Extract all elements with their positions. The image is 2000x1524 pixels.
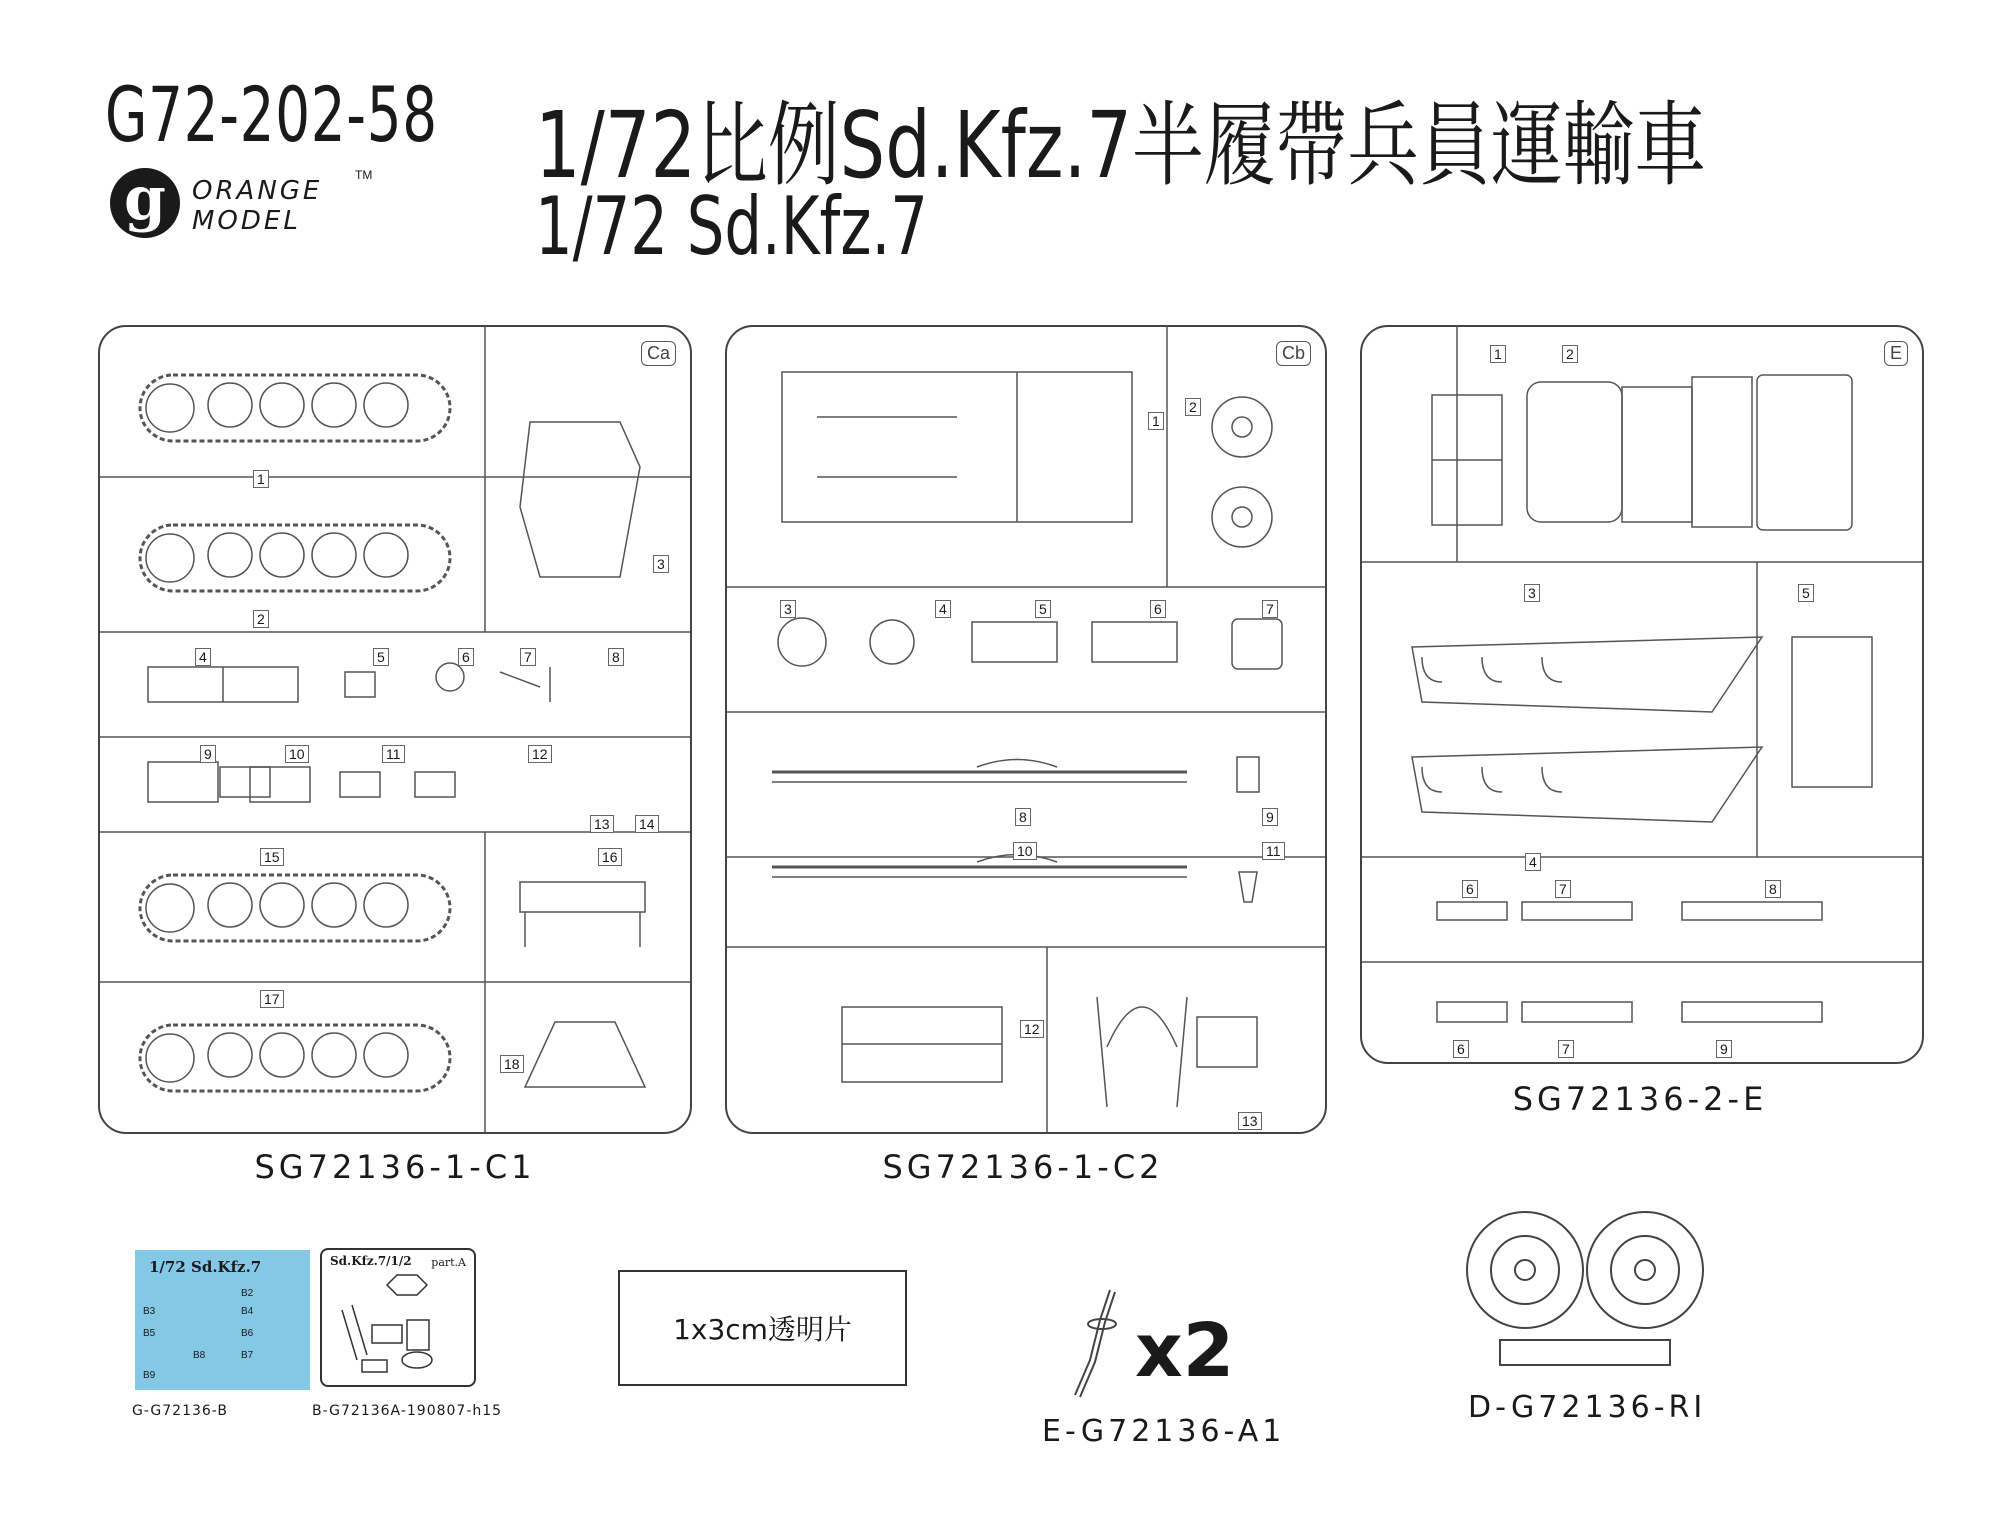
decal-code-b5: B5 — [143, 1328, 156, 1339]
sprue-c1-part-number: 16 — [598, 848, 622, 866]
sprue-c2-part-number: 6 — [1150, 600, 1166, 618]
pin-part-drawing — [1055, 1280, 1125, 1400]
photo-etch-part-tag: part.A — [431, 1256, 466, 1269]
sprue-c1-part-number: 3 — [653, 555, 669, 573]
sprue-e-part-number: 9 — [1716, 1040, 1732, 1058]
sprue-c1-frame — [98, 325, 692, 1134]
photo-etch-label: B-G72136A-190807-h15 — [312, 1403, 503, 1419]
sprue-c1-part-number: 8 — [608, 648, 624, 666]
orange-model-logo — [110, 164, 380, 248]
sprue-c2-part-number: 9 — [1262, 808, 1278, 826]
sprue-c1-part-number: 14 — [635, 815, 659, 833]
sprue-c1-part-number: 4 — [195, 648, 211, 666]
decal-code-b4: B4 — [241, 1306, 254, 1317]
sprue-c1-part-number: 13 — [590, 815, 614, 833]
decal-label: G-G72136-B — [132, 1403, 228, 1419]
sprue-c2-part-number: 13 — [1238, 1112, 1262, 1130]
sprue-c1-part-number: 10 — [285, 745, 309, 763]
sprue-c2-part-number: 5 — [1035, 600, 1051, 618]
sprue-c1-part-number: 1 — [253, 470, 269, 488]
sprue-c1-part-number: 17 — [260, 990, 284, 1008]
sprue-e-code: E — [1884, 341, 1908, 366]
sprue-c1-part-number: 11 — [382, 745, 405, 763]
sprue-c2-part-number: 10 — [1013, 842, 1037, 860]
sprue-e-frame — [1360, 325, 1924, 1064]
sprue-e-part-number: 2 — [1562, 345, 1578, 363]
title-english: 1/72 Sd.Kfz.7 — [535, 180, 928, 273]
sprue-e-part-number: 7 — [1558, 1040, 1574, 1058]
sprue-e-part-number: 1 — [1490, 345, 1506, 363]
decal-code-b8: B8 — [193, 1350, 206, 1361]
sprue-e-part-number: 6 — [1453, 1040, 1469, 1058]
sprue-c1-part-number: 2 — [253, 610, 269, 628]
pin-label: E-G72136-A1 — [1042, 1414, 1286, 1449]
sprue-e-part-number: 3 — [1524, 584, 1540, 602]
wheels-label: D-G72136-RI — [1468, 1390, 1707, 1425]
sprue-c1-part-number: 5 — [373, 648, 389, 666]
sprue-e-part-number: 7 — [1555, 880, 1571, 898]
sprue-c2-part-number: 8 — [1015, 808, 1031, 826]
decal-title: 1/72 Sd.Kfz.7 — [149, 1258, 262, 1276]
sprue-c1-part-number: 12 — [528, 745, 552, 763]
decal-code-b2: B2 — [241, 1288, 254, 1299]
logo-text-line1: ORANGE — [192, 176, 323, 206]
sprue-c2-part-number: 3 — [780, 600, 796, 618]
sprue-e-part-number: 8 — [1765, 880, 1781, 898]
photo-etch-drawing — [322, 1250, 474, 1385]
clear-sheet-text: 1x3cm透明片 — [673, 1313, 852, 1346]
photo-etch-title: Sd.Kfz.7/1/2 — [330, 1254, 412, 1268]
sprue-c2-part-number: 7 — [1262, 600, 1278, 618]
sprue-c1-part-number: 7 — [520, 648, 536, 666]
decal-code-b6: B6 — [241, 1328, 254, 1339]
logo-trademark: TM — [355, 168, 373, 182]
logo-g-icon: g — [110, 168, 180, 238]
sprue-e-part-number: 4 — [1525, 853, 1541, 871]
sprue-c1-part-number: 6 — [458, 648, 474, 666]
sprue-c2-part-number: 4 — [935, 600, 951, 618]
product-code: G72-202-58 — [105, 70, 438, 159]
sprue-c2-frame — [725, 325, 1327, 1134]
sprue-e-part-number: 5 — [1798, 584, 1814, 602]
sprue-c2-part-number: 1 — [1148, 412, 1164, 430]
rubber-wheels-drawing — [1460, 1205, 1710, 1370]
decal-code-b9: B9 — [143, 1370, 156, 1381]
sprue-c2-code: Cb — [1276, 341, 1311, 366]
sprue-c2-label: SG72136-1-C2 — [882, 1148, 1164, 1186]
sprue-c2-part-number: 2 — [1185, 398, 1201, 416]
sprue-c1-part-number: 15 — [260, 848, 284, 866]
sprue-c2-part-number: 11 — [1262, 842, 1285, 860]
clear-sheet — [618, 1270, 907, 1386]
sprue-e-part-number: 6 — [1462, 880, 1478, 898]
sprue-c1-part-number: 9 — [200, 745, 216, 763]
decal-sheet — [135, 1250, 310, 1390]
sprue-c1-code: Ca — [641, 341, 676, 366]
pin-quantity: x2 — [1135, 1308, 1235, 1394]
logo-text-line2: MODEL — [192, 206, 301, 236]
sprue-e-label: SG72136-2-E — [1512, 1080, 1768, 1118]
sprue-c2-part-number: 12 — [1020, 1020, 1044, 1038]
sprue-c1-label: SG72136-1-C1 — [254, 1148, 536, 1186]
photo-etch-fret — [320, 1248, 476, 1387]
sprue-c1-drawing — [100, 327, 690, 1132]
decal-code-b7: B7 — [241, 1350, 254, 1361]
title-chinese: 1/72比例Sd.Kfz.7半履帶兵員運輸車 — [535, 92, 1707, 199]
sprue-c2-drawing — [727, 327, 1325, 1132]
sprue-e-drawing — [1362, 327, 1922, 1062]
sprue-c1-part-number: 18 — [500, 1055, 524, 1073]
decal-code-b3: B3 — [143, 1306, 156, 1317]
